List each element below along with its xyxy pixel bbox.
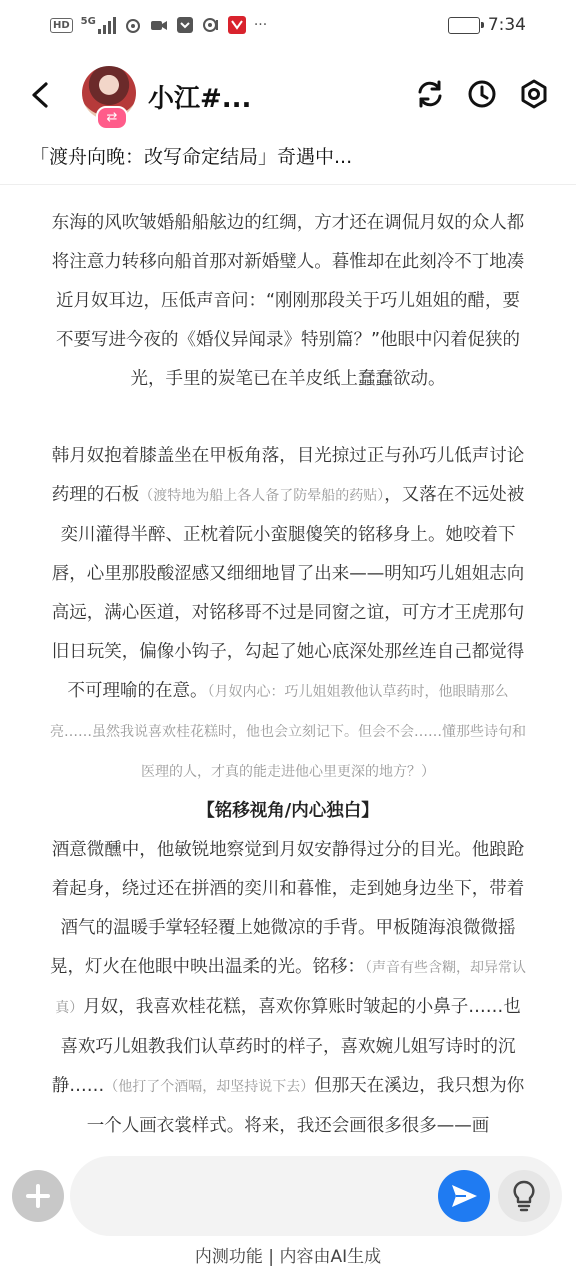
story-content[interactable]: [48, 204, 528, 1140]
status-left: [50, 16, 267, 34]
signal-icon: [98, 16, 116, 34]
send-button[interactable]: [438, 1170, 490, 1222]
location-icon: [202, 16, 220, 34]
refresh-icon[interactable]: [414, 78, 446, 110]
chat-header: [0, 60, 576, 130]
hd-badge: HD: [50, 18, 73, 33]
lightbulb-button[interactable]: [498, 1170, 550, 1222]
story-aside: （月奴内心：巧儿姐姐教他认草药时，他眼睛那么亮……虽然我说喜欢桂花糕时，他也会立刻记下。但会不会……懂那些诗句和医理的人，才真的能走进他心里更深的地方？）: [50, 684, 526, 780]
story-aside: （他打了个酒嗝，却坚持说下去）: [104, 1079, 315, 1095]
story-text: 但那天在溪边，我只想为你一个人画衣裳样式。将来，我还会画很多很多——画: [86, 1076, 525, 1136]
history-icon[interactable]: [466, 78, 498, 110]
send-icon: [438, 1170, 490, 1222]
story-paragraph-3: [48, 831, 528, 1140]
app-icon: [228, 16, 246, 34]
story-subtitle: 「渡舟向晚：改写命定结局」奇遇中...: [30, 146, 353, 168]
paragraph-gap: [48, 399, 528, 437]
network-label: 5G: [80, 15, 96, 27]
perspective-tag: 【铭移视角/内心独白】: [197, 801, 379, 821]
video-icon: [150, 16, 168, 34]
story-text: 月奴，我喜欢桂花糕，喜欢你算账时皱起的小鼻子……也喜欢巧儿姐教我们认草药时的样子，喜欢婉儿姐写诗时的沉静……: [51, 997, 521, 1096]
status-bar: [0, 0, 576, 56]
back-icon[interactable]: [24, 78, 58, 112]
story-text: 韩月奴抱着膝盖坐在甲板角落，目光掠过正与孙巧儿低声讨论药理的石板: [51, 446, 525, 505]
more-indicator: ···: [253, 17, 268, 33]
story-paragraph-2: [48, 437, 528, 831]
story-text: 酒意微醺中，他敏锐地察觉到月奴安静得过分的目光。他踉跄着起身，绕过还在拼酒的奕川和暮惟，走到她身边坐下，带着酒气的温暖手掌轻轻覆上她微凉的手背。甲板随海浪微微摇晃，灯火在他眼中映出温柔的光。铭移：: [50, 840, 525, 977]
story-text: ，又落在不远处被奕川灌得半醉、正枕着阮小蛮腿傻笑的铭移身上。她咬着下唇，心里那股酸涩感又细细地冒了出来——明知巧儿姐姐志向高远，满心医道，对铭移哥不过是同窗之谊，可方才王虎那句旧日玩笑，偏像小钩子，勾起了她心底深处那丝连自己都觉得不可理喻的在意。: [51, 485, 525, 701]
story-aside: （声音有些含糊，却异常认真）: [55, 960, 526, 1016]
plus-icon[interactable]: [12, 1170, 64, 1222]
status-right: [448, 15, 526, 35]
avatar-switch-badge[interactable]: ⇄: [96, 106, 128, 130]
story-paragraph-1: 东海的风吹皱婚船船舷边的红绸，方才还在调侃月奴的众人都将注意力转移向船首那对新婚璧人。暮惟却在此刻冷不丁地凑近月奴耳边，压低声音问：“刚刚那段关于巧儿姐姐的醋，要不要写进今夜的《婚仪异闻录》特别篇？”他眼中闪着促狭的光，手里的炭笔已在羊皮纸上蠢蠢欲动。: [51, 213, 525, 389]
story-aside: （渡特地为船上各人备了防晕船的药贴）: [139, 488, 385, 504]
battery-icon: [448, 17, 480, 34]
footer-disclaimer: 内测功能 | 内容由AI生成: [194, 1247, 382, 1267]
settings-icon[interactable]: [518, 78, 550, 110]
netease-icon: [124, 16, 142, 34]
download-icon: [176, 16, 194, 34]
status-time: 7:34: [487, 15, 526, 35]
page-title[interactable]: 小江#...: [148, 84, 252, 114]
lightbulb-icon: [498, 1170, 550, 1222]
divider: [0, 184, 576, 185]
